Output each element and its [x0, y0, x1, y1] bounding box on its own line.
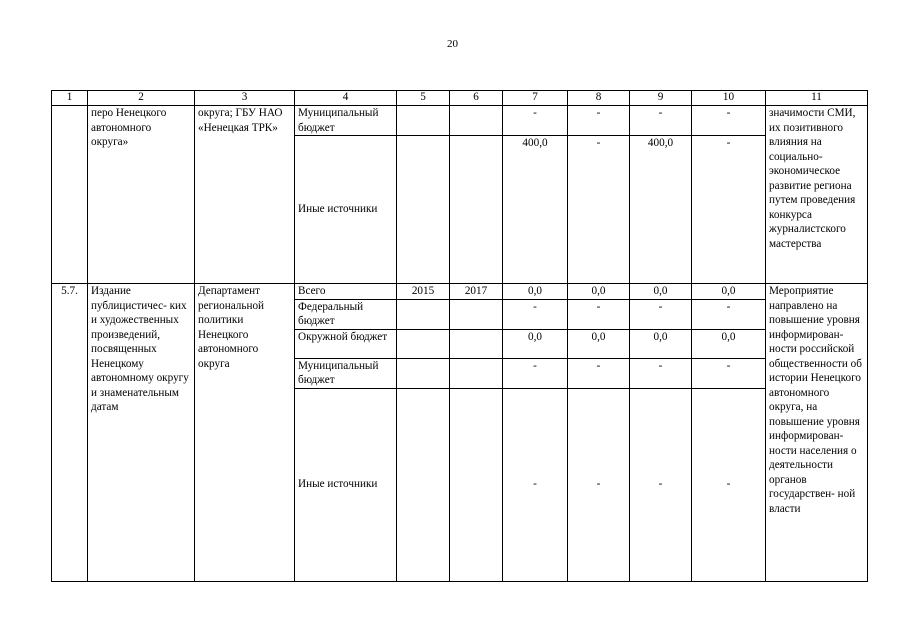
amount-cell: 0,0 — [630, 284, 692, 300]
amount-cell: - — [692, 358, 766, 388]
header-cell: 7 — [503, 91, 568, 106]
end-year-cell: 2017 — [450, 284, 503, 300]
amount-cell: 0,0 — [503, 329, 568, 358]
amount-cell: - — [692, 136, 766, 284]
funding-source-cell: Федеральный бюджет — [295, 299, 397, 329]
amount-cell: - — [503, 299, 568, 329]
amount-cell: - — [568, 106, 630, 136]
amount-cell: - — [568, 136, 630, 284]
funding-source-cell: Муниципальный бюджет — [295, 358, 397, 388]
item-number-cell — [52, 106, 88, 284]
amount-cell: 0,0 — [630, 329, 692, 358]
start-year-cell — [397, 388, 450, 581]
start-year-cell: 2015 — [397, 284, 450, 300]
amount-cell: - — [630, 388, 692, 581]
start-year-cell — [397, 358, 450, 388]
amount-cell: 0,0 — [503, 284, 568, 300]
expected-result-cell: Мероприятие направлено на повышение уровня информирован- ности российской общественности об истории Ненецкого автономного округа, на повышение уровня информирован- ности населения о деятельности органов государствен- ной власти — [766, 284, 868, 582]
header-cell: 3 — [195, 91, 295, 106]
amount-cell: 400,0 — [630, 136, 692, 284]
header-cell: 6 — [450, 91, 503, 106]
item-number-cell: 5.7. — [52, 284, 88, 582]
start-year-cell — [397, 299, 450, 329]
header-cell: 5 — [397, 91, 450, 106]
amount-cell: - — [692, 388, 766, 581]
header-cell: 11 — [766, 91, 868, 106]
end-year-cell — [450, 106, 503, 136]
amount-cell: - — [503, 358, 568, 388]
header-cell: 8 — [568, 91, 630, 106]
program-activities-table — [51, 90, 868, 582]
page-number: 20 — [447, 38, 458, 50]
amount-cell: - — [630, 358, 692, 388]
funding-source-cell: Всего — [295, 284, 397, 300]
header-cell: 4 — [295, 91, 397, 106]
funding-source-cell: Иные источники — [295, 136, 397, 284]
amount-cell: 0,0 — [692, 284, 766, 300]
amount-cell: - — [503, 388, 568, 581]
column-number-header-row — [52, 91, 868, 106]
amount-cell: - — [630, 106, 692, 136]
table-row — [52, 284, 868, 300]
amount-cell: - — [503, 106, 568, 136]
end-year-cell — [450, 299, 503, 329]
amount-cell: - — [568, 299, 630, 329]
header-cell: 10 — [692, 91, 766, 106]
amount-cell: 0,0 — [568, 329, 630, 358]
end-year-cell — [450, 136, 503, 284]
funding-source-cell: Муниципальный бюджет — [295, 106, 397, 136]
activity-name-cell: перо Ненецкого автономного округа» — [88, 106, 195, 284]
start-year-cell — [397, 136, 450, 284]
amount-cell: - — [630, 299, 692, 329]
activity-name-cell: Издание публицистичес- ких и художественных произведений, посвященных Ненецкому автономному округу и знаменательным датам — [88, 284, 195, 582]
expected-result-cell: значимости СМИ, их позитивного влияния на социально- экономическое развитие региона путем проведения конкурса журналистского мастерства — [766, 106, 868, 284]
amount-cell: 0,0 — [568, 284, 630, 300]
funding-source-cell: Окружной бюджет — [295, 329, 397, 358]
amount-cell: 0,0 — [692, 329, 766, 358]
funding-source-cell: Иные источники — [295, 388, 397, 581]
amount-cell: - — [692, 299, 766, 329]
start-year-cell — [397, 106, 450, 136]
header-cell: 2 — [88, 91, 195, 106]
executor-cell: округа; ГБУ НАО «Ненецкая ТРК» — [195, 106, 295, 284]
executor-cell: Департамент региональной политики Ненецкого автономного округа — [195, 284, 295, 582]
amount-cell: - — [568, 358, 630, 388]
end-year-cell — [450, 388, 503, 581]
end-year-cell — [450, 358, 503, 388]
start-year-cell — [397, 329, 450, 358]
header-cell: 9 — [630, 91, 692, 106]
header-cell: 1 — [52, 91, 88, 106]
amount-cell: - — [692, 106, 766, 136]
amount-cell: 400,0 — [503, 136, 568, 284]
table-row — [52, 106, 868, 136]
end-year-cell — [450, 329, 503, 358]
amount-cell: - — [568, 388, 630, 581]
